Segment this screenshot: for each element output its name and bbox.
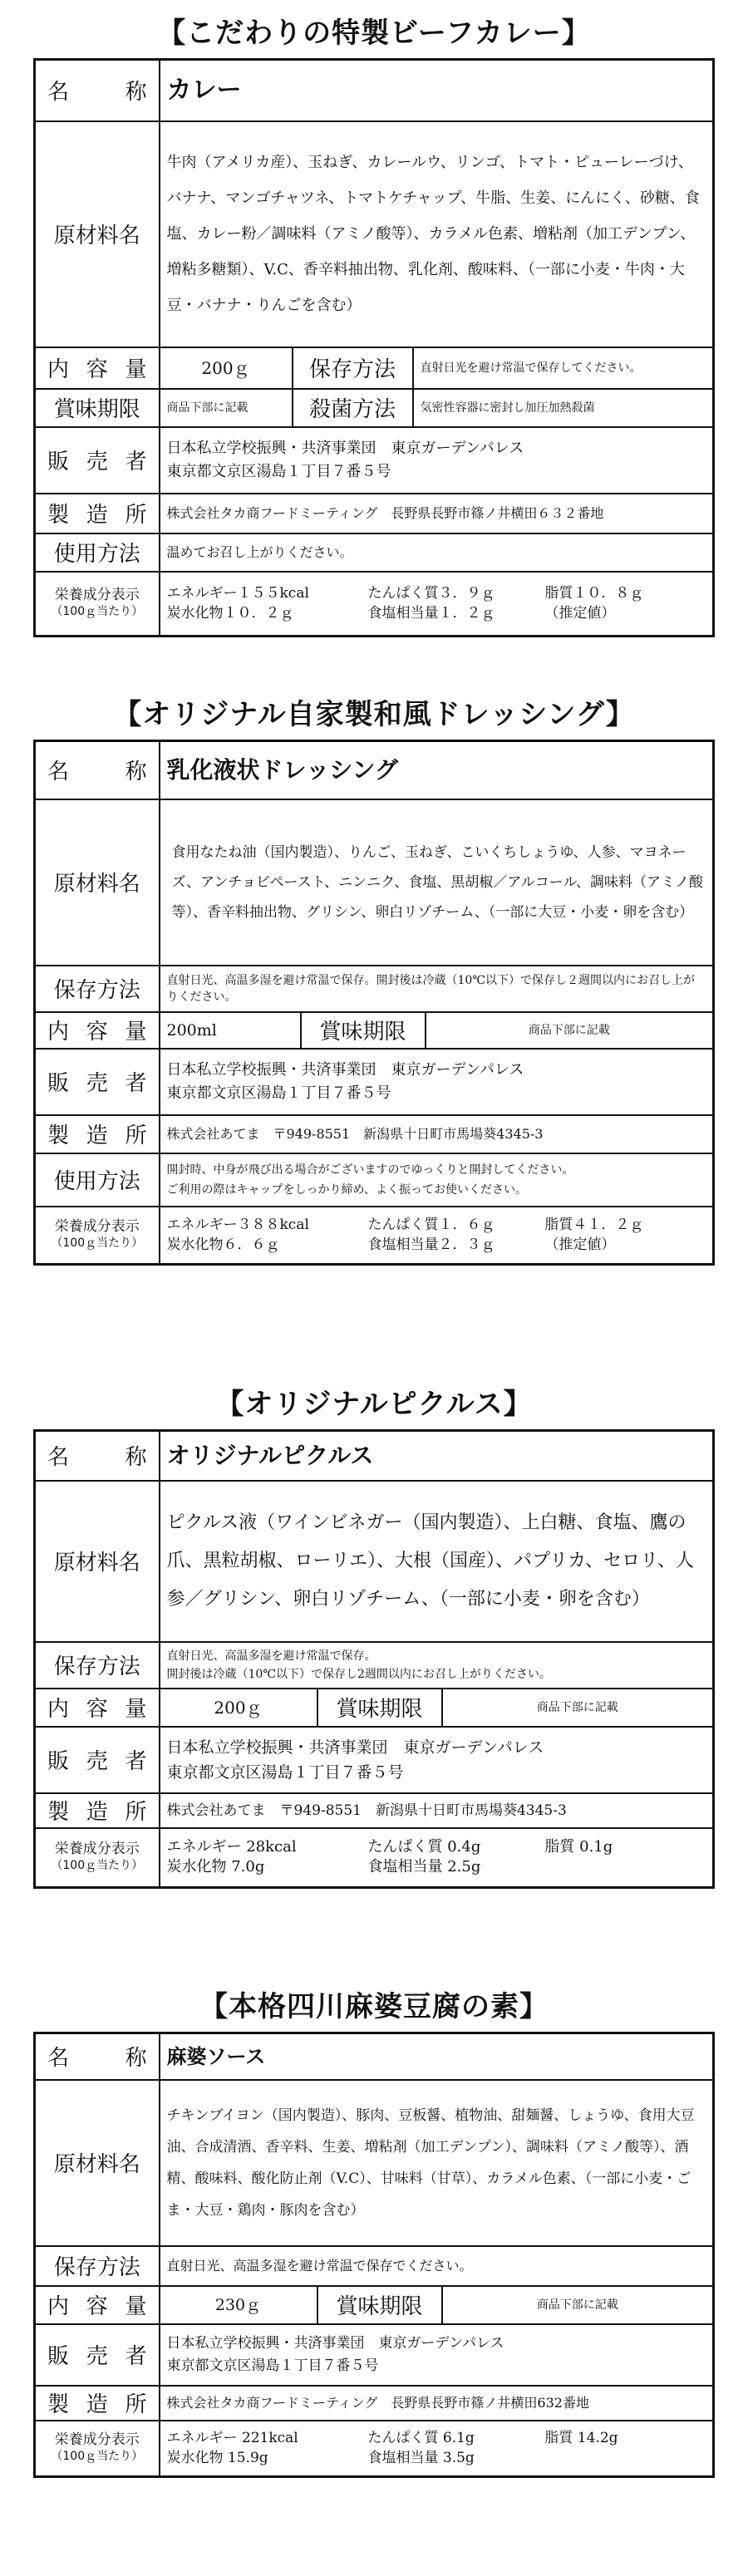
name-label: 名 称 — [35, 60, 160, 121]
name-label: 名 称 — [35, 2033, 160, 2080]
usage-label: 使用方法 — [35, 1153, 160, 1207]
section-heading: 【オリジナル自家製和風ドレッシング】 — [113, 698, 635, 731]
storage-value: 直射日光、高温多湿を避け常温で保存。開封後は冷蔵（10℃以下）で保存し２週間以内にお召し上がりください。 — [160, 966, 714, 1012]
content-value: 200ｇ — [160, 1689, 317, 1727]
seller-line-1: 日本私立学校振興・共済事業団 東京ガーデンパレス — [166, 1738, 544, 1757]
content-label: 内容量 — [35, 1689, 160, 1727]
usage-value — [160, 1153, 714, 1207]
nutrition-label — [35, 2421, 160, 2477]
seller-line-2: 東京都文京区湯島１丁目７番５号 — [166, 1762, 404, 1782]
nutrition-fat: 脂質１０．８ｇ — [544, 585, 644, 602]
pickles-section — [33, 1379, 715, 1889]
nutrition-energy: エネルギー 28kcal — [166, 1838, 297, 1856]
nutrition-values — [160, 572, 714, 637]
storage-value: 直射日光、高温多湿を避け常温で保存でください。 — [160, 2246, 714, 2286]
nutrition-basis: （100ｇ当たり） — [51, 605, 144, 619]
nutrition-fat: 脂質４１．２ｇ — [544, 1217, 644, 1234]
seller-line-2: 東京都文京区湯島１丁目７番５号 — [166, 462, 391, 480]
expiry-label: 賞味期限 — [35, 389, 160, 427]
seller-value — [160, 1727, 714, 1793]
seller-row — [35, 2324, 714, 2386]
expiry-value: 商品下部に記載 — [426, 1012, 714, 1049]
maker-value: 株式会社あてま 〒949-8551 新潟県十日町市馬場葵4345-3 — [160, 1793, 714, 1828]
content-value: 200ｇ — [160, 347, 293, 389]
ingredients-value: 牛肉（アメリカ産）、玉ねぎ、カレールウ、リンゴ、トマト・ピューレーづけ、バナナ、マンゴチャツネ、トマトケチャップ、牛脂、生姜、にんにく、砂糖、食塩、カレー粉／調味料（アミノ酸等）、カラメル色素、増粘剤（加工デンプン、増粘多糖類）、V.C、香辛料抽出物、乳化剤、酸味料、（一部に小麦・牛肉・大豆・バナナ・りんごを含む） — [160, 121, 714, 347]
maker-label: 製造所 — [35, 1793, 160, 1828]
maker-label: 製造所 — [35, 2386, 160, 2421]
curry-label-table — [33, 58, 715, 637]
seller-label: 販売者 — [35, 427, 160, 494]
storage-value — [160, 1642, 714, 1689]
nutrition-fat: 脂質 0.1g — [544, 1838, 613, 1856]
usage-line-2: ご利用の際はキャップをしっかり締め、よく振ってお使いください。 — [166, 1182, 527, 1197]
section-heading: 【オリジナルピクルス】 — [215, 1388, 533, 1421]
name-value: オリジナルピクルス — [160, 1431, 714, 1481]
seller-value — [160, 427, 714, 494]
nutrition-energy: エネルギー１５５kcal — [166, 585, 309, 602]
mapo-section — [33, 1982, 715, 2478]
content-expiry-row — [35, 2286, 714, 2324]
maker-value: 株式会社タカ商フードミーティング 長野県長野市篠ノ井横田632番地 — [160, 2386, 714, 2421]
nutrition-salt: 食塩相当量 3.5g — [367, 2450, 475, 2467]
expiry-label: 賞味期限 — [317, 2286, 442, 2324]
curry-section — [33, 8, 715, 637]
nutrition-basis: （100ｇ当たり） — [51, 2450, 144, 2464]
nutrition-carbs: 炭水化物６．６ｇ — [166, 1236, 280, 1254]
ingredients-value: ピクルス液（ワインビネガー（国内製造）、上白糖、食塩、鷹の爪、黒粒胡椒、ローリエ）、大根（国産）、パプリカ、セロリ、人参／グリシン、卵白リゾチーム、（一部に小麦・卵を含む） — [160, 1481, 714, 1642]
nutrition-label — [35, 1207, 160, 1265]
maker-row — [35, 494, 714, 533]
nutrition-protein: たんぱく質１．６ｇ — [367, 1217, 495, 1234]
usage-row — [35, 1153, 714, 1207]
nutrition-row — [35, 572, 714, 637]
expiry-label: 賞味期限 — [317, 1689, 442, 1727]
nutrition-salt: 食塩相当量 2.5g — [367, 1858, 481, 1876]
seller-line-2: 東京都文京区湯島１丁目７番５号 — [166, 1084, 391, 1102]
seller-value — [160, 2324, 714, 2386]
expiry-sterilize-row — [35, 389, 714, 427]
maker-row — [35, 1115, 714, 1153]
nutrition-note: （推定値） — [544, 1236, 616, 1254]
maker-row — [35, 2386, 714, 2421]
seller-label: 販売者 — [35, 1049, 160, 1115]
usage-value: 温めてお召し上がりください。 — [160, 533, 714, 572]
storage-line-1: 直射日光、高温多湿を避け常温で保存。 — [166, 1649, 376, 1663]
ingredients-row — [35, 121, 714, 347]
expiry-value: 商品下部に記載 — [160, 389, 293, 427]
nutrition-basis: （100ｇ当たり） — [51, 1236, 144, 1251]
seller-line-1: 日本私立学校振興・共済事業団 東京ガーデンパレス — [166, 439, 524, 457]
nutrition-values — [160, 2421, 714, 2477]
seller-row — [35, 427, 714, 494]
section-heading: 【本格四川麻婆豆腐の素】 — [199, 1990, 549, 2023]
usage-row — [35, 533, 714, 572]
content-label: 内容量 — [35, 2286, 160, 2324]
nutrition-protein: たんぱく質 6.1g — [367, 2430, 475, 2447]
nutrition-protein: たんぱく質 0.4g — [367, 1838, 481, 1856]
ingredients-label: 原材料名 — [35, 2080, 160, 2246]
nutrition-title: 栄養成分表示 — [54, 2431, 140, 2449]
nutrition-title: 栄養成分表示 — [54, 1841, 140, 1858]
storage-label: 保存方法 — [35, 1642, 160, 1689]
nutrition-values — [160, 1828, 714, 1888]
nutrition-salt: 食塩相当量１．２ｇ — [367, 605, 495, 622]
ingredients-value: 食用なたね油（国内製造）、りんご、玉ねぎ、こいくちしょうゆ、人参、マヨネーズ、アンチョビペースト、ニンニク、食塩、黒胡椒／アルコール、調味料（アミノ酸等）、香辛料抽出物、グリシン、卵白リゾチーム、（一部に大豆・小麦・卵を含む） — [160, 799, 714, 966]
nutrition-title: 栄養成分表示 — [54, 587, 140, 604]
nutrition-label — [35, 572, 160, 637]
seller-label: 販売者 — [35, 2324, 160, 2386]
name-label: 名 称 — [35, 1431, 160, 1481]
maker-label: 製造所 — [35, 494, 160, 533]
nutrition-values — [160, 1207, 714, 1265]
ingredients-row — [35, 1481, 714, 1642]
nutrition-carbs: 炭水化物 7.0g — [166, 1858, 265, 1876]
nutrition-title: 栄養成分表示 — [54, 1218, 140, 1236]
nutrition-row — [35, 2421, 714, 2477]
name-value: 麻婆ソース — [160, 2033, 714, 2080]
storage-row — [35, 2246, 714, 2286]
ingredients-label: 原材料名 — [35, 799, 160, 966]
ingredients-row — [35, 2080, 714, 2246]
name-label: 名 称 — [35, 741, 160, 799]
storage-line-2: 開封後は冷蔵（10℃以下）で保存し2週間以内にお召し上がりください。 — [166, 1667, 551, 1681]
content-expiry-row — [35, 1689, 714, 1727]
seller-label: 販売者 — [35, 1727, 160, 1793]
content-value: 230ｇ — [160, 2286, 317, 2324]
nutrition-row — [35, 1207, 714, 1265]
section-heading: 【こだわりの特製ビーフカレー】 — [157, 17, 591, 50]
dressing-label-table — [33, 740, 715, 1266]
nutrition-carbs: 炭水化物 15.9g — [166, 2450, 268, 2467]
seller-row — [35, 1049, 714, 1115]
storage-label: 保存方法 — [293, 347, 413, 389]
seller-line-1: 日本私立学校振興・共済事業団 東京ガーデンパレス — [166, 2334, 504, 2352]
content-label: 内容量 — [35, 1012, 160, 1049]
sterilize-value: 気密性容器に密封し加圧加熱殺菌 — [413, 389, 714, 427]
storage-row — [35, 966, 714, 1012]
nutrition-salt: 食塩相当量２．３ｇ — [367, 1236, 495, 1254]
maker-value: 株式会社あてま 〒949-8551 新潟県十日町市馬場葵4345-3 — [160, 1115, 714, 1153]
ingredients-label: 原材料名 — [35, 121, 160, 347]
storage-value: 直射日光を避け常温で保存してください。 — [413, 347, 714, 389]
nutrition-protein: たんぱく質３．９ｇ — [367, 585, 495, 602]
nutrition-energy: エネルギー３８８kcal — [166, 1217, 309, 1234]
usage-label: 使用方法 — [35, 533, 160, 572]
sterilize-label: 殺菌方法 — [293, 389, 413, 427]
nutrition-label — [35, 1828, 160, 1888]
usage-line-1: 開封時、中身が飛び出る場合がございますのでゆっくりと開封してください。 — [166, 1163, 574, 1177]
content-expiry-row — [35, 1012, 714, 1049]
name-value: カレー — [160, 60, 714, 121]
maker-value: 株式会社タカ商フードミーティング 長野県長野市篠ノ井横田６３２番地 — [160, 494, 714, 533]
nutrition-carbs: 炭水化物１０．２ｇ — [166, 605, 294, 622]
mapo-label-table — [33, 2032, 715, 2478]
expiry-value: 商品下部に記載 — [442, 1689, 714, 1727]
name-row — [35, 741, 714, 799]
pickles-label-table — [33, 1429, 715, 1889]
seller-row — [35, 1727, 714, 1793]
nutrition-row — [35, 1828, 714, 1888]
nutrition-note: （推定値） — [544, 605, 616, 622]
name-row — [35, 1431, 714, 1481]
ingredients-label: 原材料名 — [35, 1481, 160, 1642]
name-value: 乳化液状ドレッシング — [160, 741, 714, 799]
maker-row — [35, 1793, 714, 1828]
nutrition-energy: エネルギー 221kcal — [166, 2430, 298, 2447]
content-label: 内容量 — [35, 347, 160, 389]
content-value: 200ml — [160, 1012, 301, 1049]
storage-row — [35, 1642, 714, 1689]
name-row — [35, 2033, 714, 2080]
ingredients-value: チキンブイヨン（国内製造）、豚肉、豆板醤、植物油、甜麺醤、しょうゆ、食用大豆油、合成清酒、香辛料、生姜、増粘剤（加工デンプン）、調味料（アミノ酸等）、酒精、酸味料、酸化防止剤（V.C）、甘味料（甘草）、カラメル色素、（一部に小麦・ごま・大豆・鶏肉・豚肉を含む） — [160, 2080, 714, 2246]
storage-label: 保存方法 — [35, 966, 160, 1012]
seller-line-1: 日本私立学校振興・共済事業団 東京ガーデンパレス — [166, 1060, 524, 1079]
storage-label: 保存方法 — [35, 2246, 160, 2286]
nutrition-fat: 脂質 14.2g — [544, 2430, 618, 2447]
maker-label: 製造所 — [35, 1115, 160, 1153]
content-storage-row — [35, 347, 714, 389]
expiry-value: 商品下部に記載 — [442, 2286, 714, 2324]
name-row — [35, 60, 714, 121]
seller-value — [160, 1049, 714, 1115]
nutrition-basis: （100ｇ当たり） — [51, 1859, 144, 1873]
dressing-section — [33, 690, 715, 1266]
expiry-label: 賞味期限 — [301, 1012, 426, 1049]
ingredients-row — [35, 799, 714, 966]
seller-line-2: 東京都文京区湯島１丁目７番５号 — [166, 2357, 379, 2374]
